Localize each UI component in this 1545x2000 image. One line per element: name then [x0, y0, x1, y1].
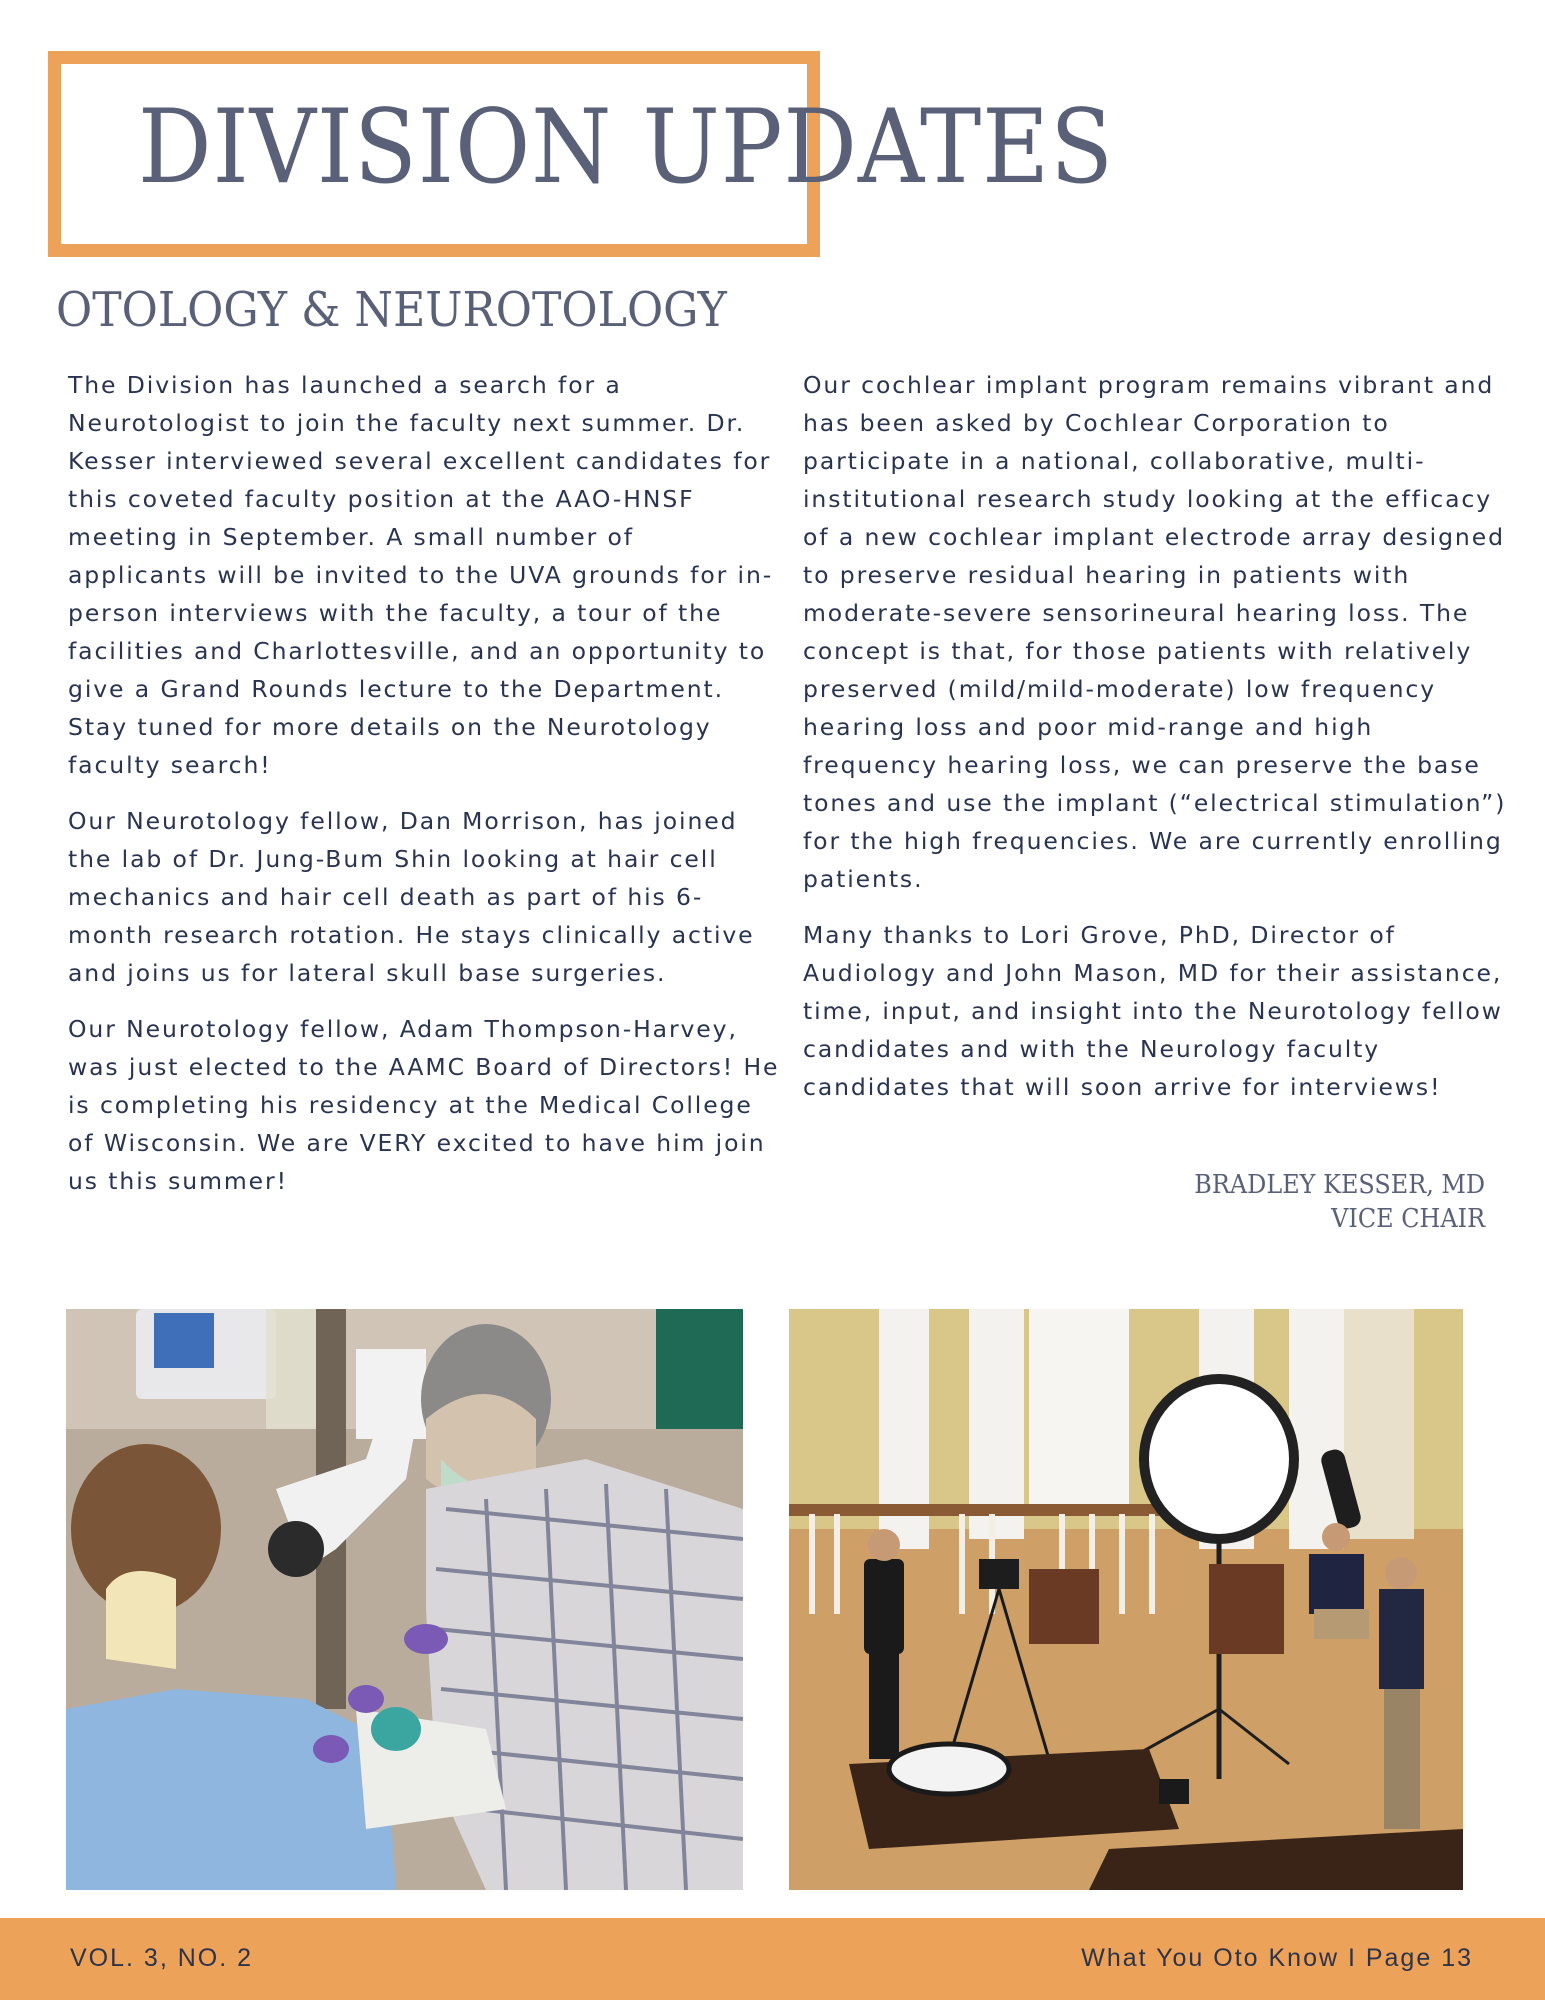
- section-heading: OTOLOGY & NEUROTOLOGY: [56, 282, 727, 338]
- photo-video-interview-illustration: [789, 1309, 1463, 1890]
- footer-page-label: What You Oto Know I Page 13: [1081, 1944, 1473, 1972]
- signature: [1169, 1168, 1485, 1236]
- paragraph-adam-thompson-harvey: Our Neurotology fellow, Adam Thompson-Harvey, was just elected to the AAMC Board of Directors! He is completing his residency at the Medical College of Wisconsin. We are VERY excited to have him join us this summer!: [68, 1015, 780, 1195]
- paragraph-cochlear-implant: Our cochlear implant program remains vibrant and has been asked by Cochlear Corporation to participate in a national, collaborative, multi-institutional research study looking at the efficacy of a new cochlear implant electrode array designed to preserve residual hearing in patients with moderate-severe sensorineural hearing loss. The concept is that, for those patients with relatively preserved (mild/mild-moderate) low frequency hearing loss and poor mid-range and high frequency hearing loss, we can preserve the base tones and use the implant (“electrical stimulation”) for the high frequencies. We are currently enrolling patients.: [803, 371, 1507, 893]
- right-column: [803, 366, 1515, 1124]
- paragraph-thanks: Many thanks to Lori Grove, PhD, Director of Audiology and John Mason, MD for their assistance, time, input, and insight into the Neurotology fellow candidates and with the Neurology faculty candidates that will soon arrive for interviews!: [803, 921, 1503, 1101]
- photo-video-interview: [789, 1309, 1463, 1890]
- photo-microscope-lab: [66, 1309, 743, 1890]
- footer: [0, 1918, 1545, 2000]
- left-column: [68, 366, 780, 1218]
- page-title: DIVISION UPDATES: [138, 88, 1114, 207]
- paragraph-dan-morrison: Our Neurotology fellow, Dan Morrison, has joined the lab of Dr. Jung-Bum Shin looking at hair cell mechanics and hair cell death as part of his 6-month research rotation. He stays clinically active and joins us for lateral skull base surgeries.: [68, 807, 755, 987]
- footer-volume: VOL. 3, NO. 2: [70, 1944, 254, 1972]
- signature-name: BRADLEY KESSER, MD: [1194, 1170, 1485, 1200]
- paragraph-faculty-search: The Division has launched a search for a Neurotologist to join the faculty next summer. Dr. Kesser interviewed several excellent candidates for this coveted faculty position at the AAO-HNSF meeting in September. A small number of applicants will be invited to the UVA grounds for in-person interviews with the faculty, a tour of the facilities and Charlottesville, and an opportunity to give a Grand Rounds lecture to the Department. Stay tuned for more details on the Neurotology faculty search!: [68, 371, 774, 779]
- signature-role: VICE CHAIR: [1331, 1204, 1485, 1234]
- photo-microscope-lab-illustration: [66, 1309, 743, 1890]
